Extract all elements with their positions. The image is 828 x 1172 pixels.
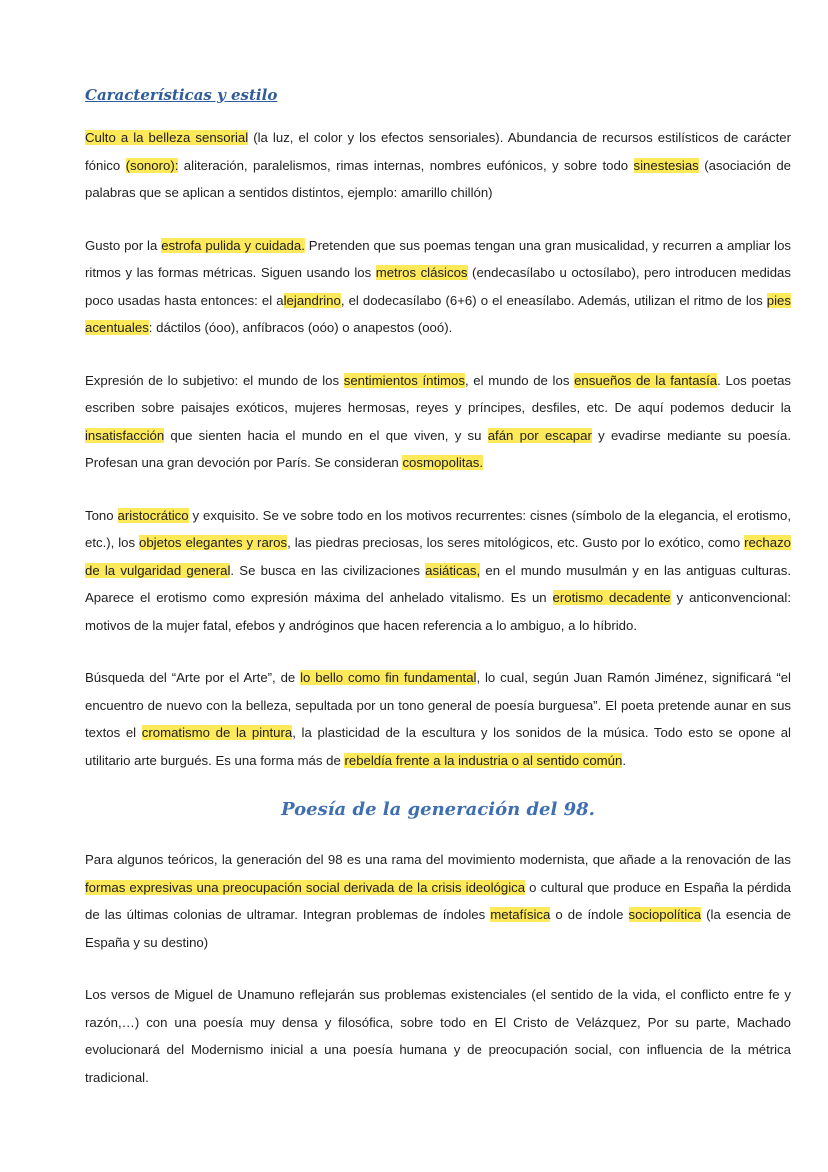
text-run: y evadirse mediante su poesía. Profesan una gran devoción por París. Se consideran: [85, 427, 791, 470]
highlighted-text: cromatismo de la pintura: [141, 725, 293, 740]
paragraph-arte-por-arte: [85, 664, 791, 774]
text-run: Pretenden que sus poemas tengan una gran musicalidad, y recurren a ampliar los ritmos y las formas métricas. Siguen usando los: [85, 237, 791, 280]
highlighted-text: objetos elegantes y raros: [139, 535, 288, 550]
paragraph-estrofa: [85, 232, 791, 342]
text-run: .: [622, 752, 626, 768]
highlighted-text: sociopolítica: [628, 907, 702, 922]
text-run: Búsqueda del “Arte por el Arte”, de: [85, 670, 301, 685]
text-run: o cultural que produce en España la pérdida de las últimas colonias de ultramar. Integran problemas de índoles: [85, 879, 792, 922]
highlighted-text: ensueños de la fantasía: [574, 372, 718, 388]
paragraph-subjetivo: [85, 367, 791, 477]
text-run: que sienten hacia el mundo en el que viven, y su: [164, 427, 488, 443]
text-run: Los versos de Miguel de Unamuno reflejarán sus problemas existenciales (el sentido de la vida, el conflicto entre fe y razón,…) con una poesía muy densa y filosófica, sobre todo en El Cristo de Velázquez, Por su parte, Machado evolucionará del Modernismo inicial a una poesía humana y de preocupación social, con influencia de la métrica tradicional.: [85, 987, 791, 1085]
text-run: : dáctilos (óoo), anfíbracos (oóo) o anapestos (ooó).: [148, 320, 453, 335]
highlighted-text: formas expresivas una preocupación social derivada de la crisis ideológica: [85, 879, 526, 895]
highlighted-text: afán por escapar: [487, 427, 592, 443]
highlighted-text: sentimientos íntimos: [343, 372, 465, 388]
text-run: aliteración, paralelismos, rimas internas, nombres eufónicos, y sobre todo: [178, 157, 634, 173]
highlighted-text: metros clásicos: [375, 265, 468, 280]
text-run: , la plasticidad de la escultura y los sonidos de la música. Todo esto se opone al utilitario arte burgués. Es una forma más de: [85, 725, 791, 768]
text-run: en el mundo musulmán y en las antiguas culturas. Aparece el erotismo como expresión máxima del anhelado vitalismo. Es un: [85, 562, 791, 605]
section-title-generacion-98: Poesía de la generación del 98.: [281, 799, 595, 820]
highlighted-text: lo bello como fin fundamental: [300, 670, 477, 685]
highlighted-text: lejandrino: [283, 292, 341, 308]
highlighted-text: aristocrático: [117, 507, 189, 523]
text-run: (asociación de palabras que se aplican a sentidos distintos, ejemplo: amarillo chillón): [85, 157, 791, 200]
highlighted-text: Culto a la belleza sensorial: [85, 130, 249, 145]
highlighted-text: erotismo decadente: [552, 590, 671, 605]
text-run: , el mundo de los: [464, 372, 575, 388]
text-run: , lo cual, según Juan Ramón Jiménez, significará “el encuentro de nuevo con la belleza, sepultada por un tono general de poesía burguesa”. El poeta pretende aunar en sus textos el: [85, 670, 791, 740]
text-run: Gusto por la: [85, 237, 162, 253]
paragraph-aristocratico: [85, 502, 791, 640]
text-run: y exquisito. Se ve sobre todo en los motivos recurrentes: cisnes (símbolo de la elegancia, el erotismo, etc.), los: [85, 507, 791, 550]
highlighted-text: asiáticas,: [425, 562, 481, 578]
text-run: (la esencia de España y su destino): [85, 907, 791, 950]
text-run: , las piedras preciosas, los seres mitológicos, etc. Gusto por lo exótico, como: [287, 535, 745, 550]
highlighted-text: insatisfacción: [85, 427, 165, 443]
highlighted-text: pies acentuales: [85, 292, 791, 335]
text-run: . Se busca en las civilizaciones: [230, 562, 426, 578]
highlighted-text: rechazo de la vulgaridad general: [85, 535, 791, 578]
highlighted-text: rebeldía frente a la industria o al sentido común: [344, 752, 623, 768]
text-run: , el dodecasílabo (6+6) o el eneasílabo. Además, utilizan el ritmo de los: [340, 292, 767, 308]
text-run: (la luz, el color y los efectos sensoriales). Abundancia de recursos estilísticos de carácter fónico: [85, 130, 791, 173]
text-run: . Los poetas escriben sobre paisajes exóticos, mujeres hermosas, reyes y príncipes, desfiles, etc. De aquí podemos deducir la: [85, 372, 792, 415]
text-run: Tono: [85, 507, 118, 523]
highlighted-text: (sonoro):: [125, 157, 179, 173]
text-run: y anticonvencional: motivos de la mujer fatal, efebos y andróginos que hacen referencia a lo ambiguo, a lo híbrido.: [85, 590, 791, 633]
highlighted-text: metafísica: [490, 907, 551, 922]
paragraph-unamuno-machado: [85, 981, 791, 1091]
section-title-caracteristicas: Características y estilo: [85, 86, 278, 104]
highlighted-text: sinestesias: [633, 157, 699, 173]
text-run: Expresión de lo subjetivo: el mundo de los: [85, 372, 344, 388]
paragraph-culto-belleza: [85, 124, 791, 207]
highlighted-text: estrofa pulida y cuidada.: [161, 237, 305, 253]
text-run: (endecasílabo u octosílabo), pero introducen medidas poco usadas hasta entonces: el a: [85, 265, 791, 308]
paragraph-generacion-98: [85, 846, 791, 956]
highlighted-text: cosmopolitas.: [402, 455, 484, 470]
text-run: Para algunos teóricos, la generación del 98 es una rama del movimiento modernista, que añade a la renovación de las: [85, 852, 791, 867]
text-run: o de índole: [550, 907, 629, 922]
